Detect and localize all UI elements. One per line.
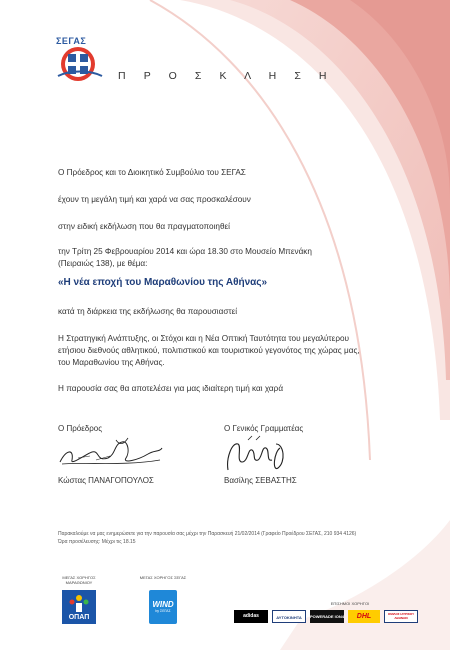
opap-logo xyxy=(62,590,96,624)
during-line: κατά τη διάρκεια της εκδήλωσης θα παρουσιαστεί xyxy=(58,307,238,316)
hospital-logo: ΟΜΙΛΟΣ ΙΑΤΡΙΚΟΥ ΑΘΗΝΩΝ xyxy=(384,610,418,623)
invitation-heading: Π Ρ Ο Σ Κ Λ Η Σ Η xyxy=(118,70,335,82)
honor-line: έχουν τη μεγάλη τιμή και χαρά να σας προσκαλέσουν xyxy=(58,195,251,204)
segas-logo xyxy=(50,36,110,86)
strategy-line-2: ετήσιου διεθνούς αθλητικού, πολιτιστικού και τουριστικού γεγονότος της χώρας μας, xyxy=(58,346,360,355)
grand-sponsor-segas-label: ΜΕΓΑΣ ΧΟΡΗΓΟΣ ΣΕΓΑΣ xyxy=(139,575,187,580)
rsvp-note: Παρακαλούμε να μας ενημερώσετε για την παρουσία σας μέχρι την Παρασκευή 21/02/2014 (Γραφείο Προέδρου ΣΕΓΑΣ, 210 934 4126) xyxy=(58,531,357,537)
official-sponsors-label: ΕΠΙΣΗΜΟΙ ΧΟΡΗΓΟΙ xyxy=(330,601,370,606)
president-signature xyxy=(56,432,166,472)
grand-sponsor-marathon-label: ΜΕΓΑΣ ΧΟΡΗΓΟΣ ΜΑΡΑΘΩΝΙΟΥ xyxy=(62,575,96,585)
president-name: Κώστας ΠΑΝΑΓΟΠΟΥΛΟΣ xyxy=(58,476,154,485)
secretary-signature xyxy=(222,432,292,476)
footer-note xyxy=(58,530,408,546)
dhl-logo: DHL xyxy=(348,610,380,623)
event-line: στην ειδική εκδήλωση που θα πραγματοποιηθεί xyxy=(58,222,230,231)
venue-line: (Πειραιώς 138), με θέμα: xyxy=(58,259,148,268)
strategy-line-3: του Μαραθωνίου της Αθήνας. xyxy=(58,358,165,367)
presence-line: Η παρουσία σας θα αποτελέσει για μας ιδιαίτερη τιμή και χαρά xyxy=(58,384,284,393)
event-theme: «Η νέα εποχή του Μαραθωνίου της Αθήνας» xyxy=(58,277,268,288)
opap-figure-icon xyxy=(62,592,96,616)
intro-line: Ο Πρόεδρος και το Διοικητικό Συμβούλιο του ΣΕΓΑΣ xyxy=(58,168,246,177)
opap-name: ΟΠΑΠ xyxy=(68,614,90,621)
secretary-name: Βασίλης ΣΕΒΑΣΤΗΣ xyxy=(224,476,297,485)
powerade-logo: POWERADE ION4 xyxy=(310,610,344,623)
wind-sub: by ΣΕΓΑΣ xyxy=(155,609,171,613)
wind-logo xyxy=(149,590,177,624)
wind-name: WIND xyxy=(152,600,174,609)
logo-org-name: ΣΕΓΑΣ xyxy=(56,36,87,46)
adidas-logo: adidas xyxy=(234,610,268,623)
arrival-note: Ώρα προσέλευσης: Μέχρι τις 18.15 xyxy=(58,539,136,545)
president-title: Ο Πρόεδρος xyxy=(58,424,103,433)
strategy-line-1: Η Στρατηγική Ανάπτυξης, οι Στόχοι και η Νέα Οπτική Ταυτότητα του μεγαλύτερου xyxy=(58,334,350,343)
date-line: την Τρίτη 25 Φεβρουαρίου 2014 και ώρα 18.30 στο Μουσείο Μπενάκη xyxy=(58,247,312,256)
segas-emblem-icon xyxy=(50,46,110,82)
secretary-title: Ο Γενικός Γραμματέας xyxy=(224,424,304,433)
auto-logo: ΑΥΤΟΚΙΝΗΤΑ xyxy=(272,610,306,623)
